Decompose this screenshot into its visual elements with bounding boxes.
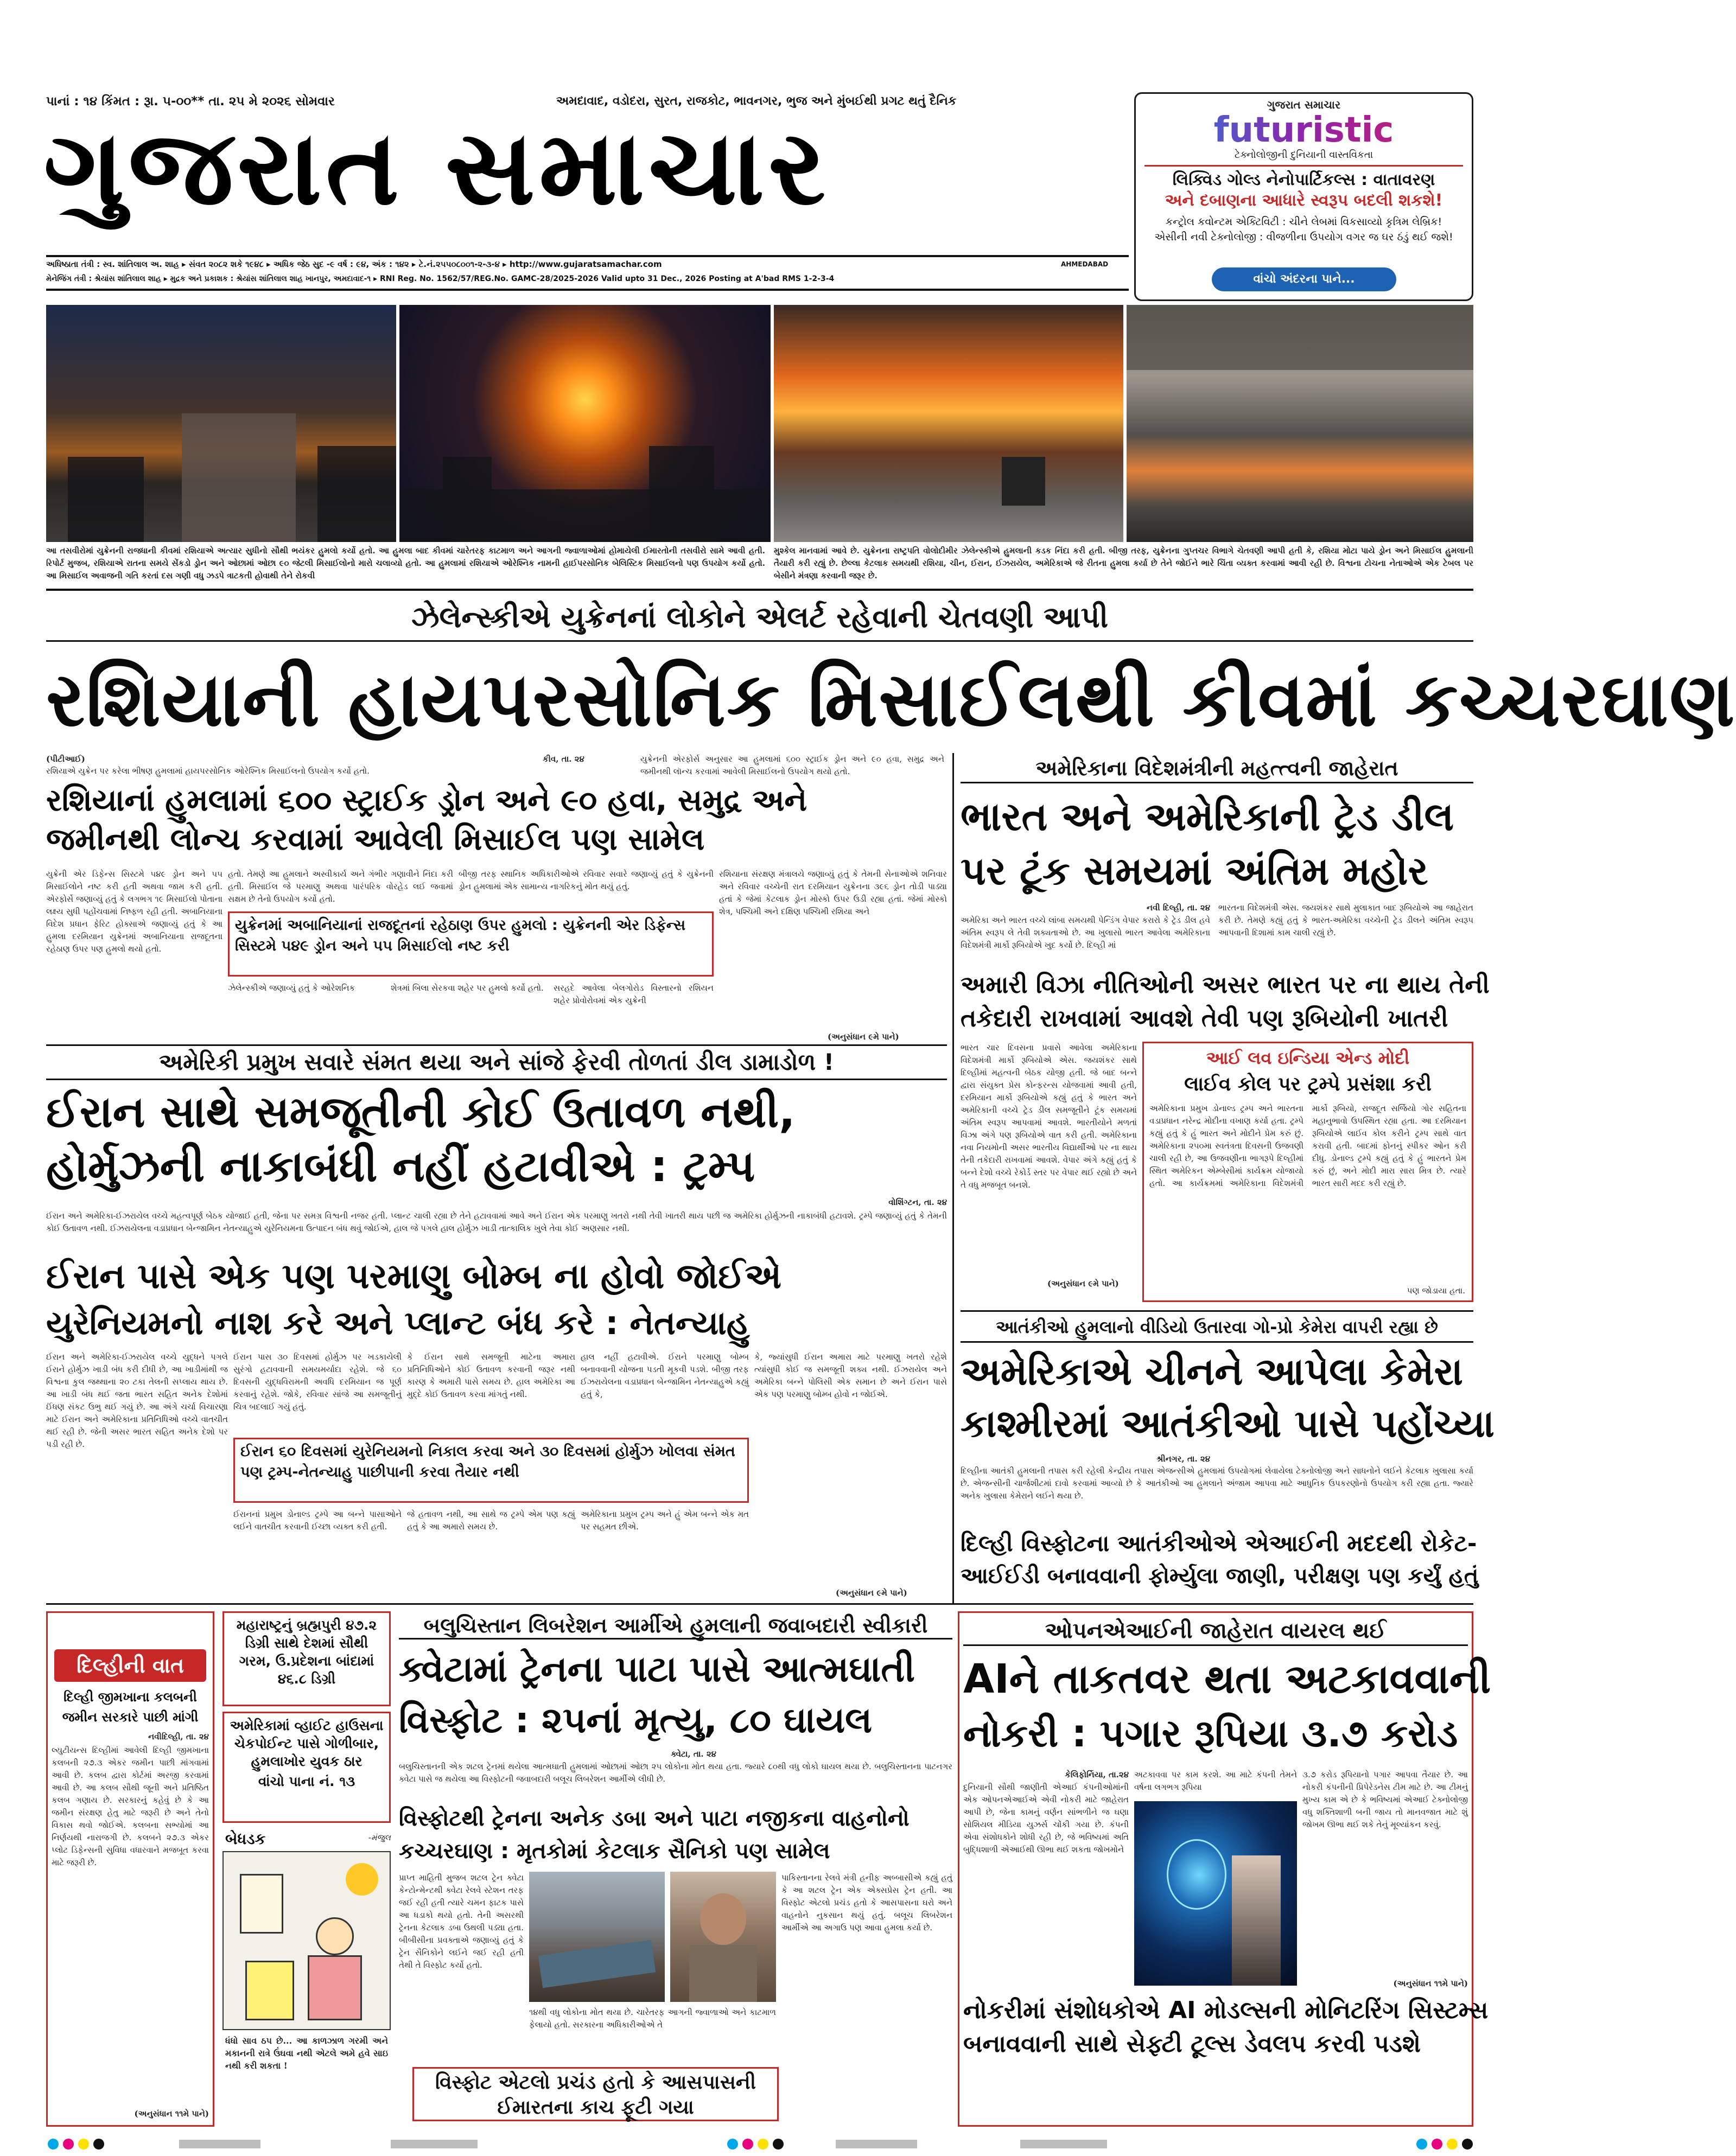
lead-body-bottom-3: સરહદે આવેલા બેલગોરોડ વિસ્તારનો રશિયન શહેર પ્રોવોરોવમાં એક યુક્રેની: [554, 983, 714, 1005]
print-bar: [179, 2140, 260, 2148]
iran-headline-1: ઈરાન સાથે સમજૂતીની કોઈ ઉતાવળ નથી,: [46, 1087, 796, 1137]
openai-body-right: ૩.૭ કરોડ રૂપિયાનો પગાર આપવા તૈયાર છે. આ નોકરી કંપનીની પ્રિપેરેડનેસ ટીમ માટે છે. આ ટીમનું મુખ્ય કામ એ છે કે ભવિષ્યમાં એઆઈ ટેક્નોલોજી વધુ શક્તિશાળી બની જાય તો માનવજાત માટે શું જોખમ ઊભા થઈ શકે તેનું મૂલ્યાંકન કરવું.: [1302, 1770, 1468, 1829]
registration-dot-black: [93, 2139, 104, 2149]
lead-subhead-1: રશિયાનાં હુમલામાં ૬૦૦ સ્ટ્રાઈક ડ્રોન અને ૯૦ હવા, સમુદ્ર અને: [46, 783, 807, 818]
india-us-body-col2: ભારતના વિદેશમંત્રી એસ. જયશંકર સાથે મુલાકાત બાદ રૂબિયોએ આ જાહેરાત કરી છે. તેમણે કહ્યું હતું કે ભારત-અમેરિકા વચ્ચેની ટ્રેડ ડીલને અંતિમ સ્વરૂપ આપવાની દિશામાં કામ ચાલી રહ્યું છે.: [1218, 903, 1473, 937]
ad-headline-2: અને દબાણના આધારે સ્વરૂપ બદલી શકશે!: [1165, 191, 1443, 210]
quetta-headline-1: ક્વેટામાં ટ્રેનના પાટા પાસે આત્મઘાતી: [399, 1648, 915, 1690]
modi-body: અમેરિકાના પ્રમુખ ડોનાલ્ડ ટ્રમ્પ અને ભારતના વડાપ્રધાન નરેન્દ્ર મોદીના વખાણ કર્યા હતા. ટ્રમ્પે કહ્યું હતું કે હું ભારત અને મોદીને પ્રેમ કરું છું. અમેરિકાના ૨૫૦મા સ્વતંત્રતા દિવસની ઉજવણી ચાલી રહી છે, આ ઉજવણીના ભાગરૂપે દિલ્હીમાં સ્થિત અમેરિકન એમ્બેસીમાં કાર્યક્રમ યોજાયો હતો. આ કાર્યક્રમમાં અમેરિકાના વિદેશમંત્રી માર્કો રૂબિયો, રાજદૂત સર્જિયો ગોર સહિતના મહાનુભાવો ઉપસ્થિત રહ્યા હતા. આ દરમિયાન રૂબિયોએ લાઈવ કોલ કરીને ટ્રમ્પ સાથે વાત કરાવી હતી. બાદમાં ફોનનું સ્પીકર ઓન કરી દીધુ. ડોનાલ્ડ ટ્રમ્પે કહ્યું હતું કે હું ભારતને પ્રેમ કરું છું, અને મોદી મારા સારા મિત્ર છે. ત્યારે ભારત સારી મદદ કરી રહ્યું છે.: [1149, 1103, 1466, 1188]
india-us-subhead-2: તકેદારી રાખવામાં આવશે તેવી પણ રૂબિયોની ખાતરી: [961, 1005, 1448, 1032]
ad-line-2: એસીની નવી ટેક્નોલોજી : વીજળીના ઉપયોગ વગર જ ઘર ઠંડું થઈ જશે!: [1154, 231, 1453, 243]
lead-body-bottom-1: ઝેલેન્સ્કીએ જણાવ્યું હતું કે ઓરેશનિક: [228, 983, 355, 993]
netanyahu-body-bottom-2: જે હતાવળ નથી, આ સાથે જ ટ્રમ્પે એમ પણ કહ્યું હતું કે આ અમારો સમય છે.: [407, 1509, 575, 1532]
print-bar: [836, 2140, 917, 2148]
netanyahu-body-col1: ઈરાન અને અમેરિકા-ઈઝરાયેલ વચ્ચે યુદ્ધને પગલે ઈરાને હોર્મુઝ ખાડી બંધ કરી દીધી છે, આ ખાડીમાંથી જ વિશ્વના કુલ જથ્થાના ૨૦ ટકા તેલની સપ્લાય થાય છે. આ ખાડી બંધ થઈ જતા ભારત સહિત અનેક દેશોમાં ઈંધણ સંકટ ઉભુ થઈ ગયું છે. આ અંગે ચર્ચા વિચારણા માટે ઈરાન અને અમેરિકાના પ્રતિનિધિઓ વચ્ચે વાતચીત થઈ રહી છે. જેની અસર ભારત સહિત અનેક દેશો પર પડી રહી છે.: [46, 1352, 228, 1449]
quetta-body-left: પ્રાપ્ત માહિતી મુજબ શટલ ટ્રેન ક્વેટા કેન્ટોન્મેન્ટથી ક્વેટા રેલવે સ્ટેશન તરફ જઈ રહી હતી ત્યારે ચમન ફાટક પાસે આ ધડાકો થયો હતો. તેની અસરથી ટ્રેનના કેટલાક ડબા ઉથલી પડ્યા હતા. બીબીસીના પ્રવક્તાએ જણાવ્યું હતું કે ટ્રેન સૈનિકોને લઈને જઈ રહી હતી તેથી તે વિસ્ફોટ કર્યો હતો.: [399, 1873, 524, 1970]
cartoon-illustration: [222, 1851, 391, 2030]
registration-dot-cyan: [1416, 2139, 1427, 2149]
print-bar: [1020, 2140, 1107, 2148]
iran-headline-2: હોર્મુઝની નાકાબંધી નહીં હટાવીએ : ટ્રમ્પ: [46, 1141, 755, 1191]
registration-dot-magenta: [63, 2139, 74, 2149]
photo-caption-left: આ તસવીરોમાં યુક્રેનની રાજધાની કીવમાં રશિયાએ અત્યાર સુધીનો સૌથી ભયંકર હુમલો કર્યો હતો. આ હુમલા બાદ કીવમાં ચારેતરફ કાટમાળ અને આગની જ્વાળાઓમાં હોમાયેલી ઈમારતોની તસવીરો સામે આવી હતી. રિપોર્ટ મુજબ, રશિયાએ રાતના સમયે સેંકડો ડ્રોન અને ઓછામાં ઓછા ૯૦ જેટલી મિસાઈલોનો મારો ચલાવ્યો હતો. આ હુમલામાં રશિયાએ ઓરેશ્નિક નામની હાઈપરસોનિક બેલિસ્ટિક મિસાઈલનો પણ ઉપયોગ કર્યો હતો. આ મિસાઈલ અવાજની ગતિ કરતાં દસ ગણી વધુ ઝડપે ત્રાટકતી હોવાથી તેને રોકવી: [46, 546, 765, 581]
quetta-kicker: બલુચિસ્તાન લિબરેશન આર્મીએ હુમલાની જવાબદારી સ્વીકારી: [399, 1611, 952, 1640]
netanyahu-continued: (અનુસંધાન ૯મે પાને): [836, 1588, 907, 1598]
quetta-headline-2: વિસ્ફોટ : ૨૫નાં મૃત્યુ, ૮૦ ઘાયલ: [399, 1699, 873, 1741]
registration-dot-black: [1462, 2139, 1473, 2149]
netanyahu-body-col4: હાલ નહીં હટાવીએ. ઈરાને પરમાણુ બોમ્બ બનાવવાની યોજના પડતી મૂકવી પડશે. બીજી તરફ ઈઝરાયેલના વડાપ્રધાન બેન્જામિન નેતન્યાહુએ કહ્યું હતું કે,: [581, 1352, 749, 1399]
lead-headline: રશિયાની હાયપરસોનિક મિસાઈલથી કીવમાં કચ્ચરઘાણ: [46, 656, 1736, 743]
china-cam-body: દિલ્હીના આતંકી હુમલાની તપાસ કરી રહેલી કેન્દ્રીય તપાસ એજન્સીએ હુમલામાં ઉપયોગમાં લેવાયેલા ટેક્નોલોજી અને સાધનોને લઈને કેટલાક ખુલાસા કર્યા છે. એજન્સીની ચાર્જશીટમાં દાવો કરવામાં આવ્યો છે કે આતંકીઓ આ હુમલાને અંજામ આપવા માટે આધુનિક ઉપકરણોનો ઉપયોગ કરી રહ્યા હતા. જ્યારે અનેક ખુલાસા કેમેરાને લઈને થયા છે.: [961, 1466, 1473, 1501]
quetta-body-mid: ૧૪થી વધુ લોકોના મોત થયા છે. ચારેતરફ આગની જ્વાળાઓ અને કાટમાળ ફેલાયો હતો. સરકારના અધિકારીઓએ તે: [529, 2007, 776, 2030]
iran-dateline: વોશિંગ્ટન, તા. ૨૪: [888, 1197, 947, 1207]
ad-line-1: કન્ટ્રોલ કવોન્ટમ એક્ટિવિટી : ચીને લેબમાં વિકસાવ્યો કૃત્રિમ લેબ્રિક!: [1165, 216, 1442, 228]
print-bar: [391, 2140, 478, 2148]
china-cam-subhead-2: આઈઈડી બનાવવાની ફોર્મ્યુલા જાણી, પરીક્ષણ પણ કર્યું હતું: [961, 1564, 1479, 1589]
cartoon-title: બેધડક: [225, 1830, 266, 1848]
china-cam-subhead-1: દિલ્હી વિસ્ફોટના આતંકીઓએ એઆઈની મદદથી રોકેટ-: [961, 1530, 1477, 1557]
openai-headline-2: નોકરી : પગાર રૂપિયા ૩.૭ કરોડ: [963, 1711, 1458, 1756]
india-us-subhead-1: અમારી વિઝા નીતિઓની અસર ભારત પર ના થાય તેની: [961, 971, 1490, 999]
registration-dot-magenta: [742, 2139, 753, 2149]
photo-quetta-injured-man: [670, 1872, 776, 2002]
delhi-body: લ્યુટીયન્સ દિલ્હીમાં આવેલી દિલ્હી જીમખાના કલબની ૨૭.૩ એકર જમીન પાછી માંગવામાં આવી છે. કલબ દ્વારા કોર્ટમાં અરજી કરવામાં આવી છે. આ કલબ સૌથી જૂની અને પ્રતિષ્ઠિત કલબ ગણાય છે. સરકારનું કહેવું છે કે આ જમીન સંરક્ષણ હેતુ માટે જરૂરી છે અને તેનો વિકાસ થવો જોઈએ. કલબના સભ્યોમાં આ નિર્ણયથી નારાજગી છે. કલબને ૨૭.૩ એકર પ્લોટ ડિફેન્સની સુવિધા વધારવાને મજબૂત કરવા માટે જરૂરી છે.: [52, 1745, 209, 1867]
lead-body-bottom-2: શેત્રમાં બિલા સેરકવા શહેર પર હુમલો કર્યો હતો.: [391, 983, 544, 993]
lead-subhead-2: જમીનથી લોન્ચ કરવામાં આવેલી મિસાઈલ પણ સામેલ: [46, 822, 705, 857]
openai-body-mid: અટકાવવા પર કામ કરશે. આ માટે કંપની તેમને વર્ષના લગભગ રૂપિયા: [1134, 1770, 1297, 1792]
iran-kicker: અમેરિકી પ્રમુખ સવારે સંમત થયા અને સાંજે ફેરવી તોળતાં ડીલ ડામાડોળ !: [46, 1044, 947, 1080]
delhi-dateline: નવીદિલ્હી, તા. ૨૪: [148, 1732, 209, 1742]
lead-intro: રશિયાએ યુક્રેન પર કરેલા ભીષણ હુમલામાં હાયપરસોનિક ઓરેશ્નિક મિસાઈલનો ઉપયોગ કર્યો હતો.: [46, 766, 370, 776]
photo-kyiv-collapsed-building: [1127, 305, 1473, 542]
whitehouse-text: અમેરિકામાં વ્હાઈટ હાઉસના ચેકપોઈન્ટ પાસે ગોળીબાર, હુમલાખોર યુવક ઠાર: [230, 1718, 384, 1769]
india-us-continued: (અનુસંધાન ૯મે પાને): [1047, 1279, 1119, 1289]
cities-line: અમદાવાદ, વડોદરા, સુરત, રાજકોટ, ભાવનગર, ભુજ અને મુંબઈથી પ્રગટ થતું દૈનિક: [556, 94, 957, 108]
quetta-subhead-1: વિસ્ફોટથી ટ્રેનના અનેક ડબા અને પાટા નજીકના વાહનોનો: [399, 1806, 910, 1831]
netanyahu-boxed-highlight: ઈરાન ૬૦ દિવસમાં યુરેનિયમનો નિકાલ કરવા અને ૩૦ દિવસમાં હોર્મુઝ ખોલવા સંમત પણ ટ્રમ્પ-નેતન્યાહુ પાછીપાની કરવા તૈયાર નથી: [233, 1438, 749, 1503]
registration-dot-yellow: [1447, 2139, 1458, 2149]
delhi-continued: (અનુસંધાન ૧૧મે પાને): [134, 2109, 209, 2119]
netanyahu-headline-2: યુરેનિયમનો નાશ કરે અને પ્લાન્ટ બંધ કરે : નેતન્યાહુ: [46, 1304, 750, 1342]
modi-continued: પણ જોડાયા હતા.: [1407, 1286, 1465, 1296]
registration-dot-cyan: [48, 2139, 59, 2149]
photo-ai-robot: [1134, 1801, 1297, 1986]
photo-kyiv-explosion: [399, 305, 771, 542]
lead-body-mid: હતો. તેમણે આ હુમલાને અસ્વીકાર્ય અને ગંભીર ગણાવીને નિંદા કરી હતી. મિસાઈલ જે પરમાણુ અથવા પારંપરિક વોરહેડ લઈ જવામાં સક્ષમ છે તેનો ઉપયોગ કર્યો હતો.: [228, 869, 453, 904]
meta-line-2: મેનેજિંગ તંત્રી : શ્રેયાંસ શાંતિલાલ શાહ ▸ મુદ્રક અને પ્રકાશક : શ્રેયાંસ શાંતિલાલ શાહ ખાનપુર, અમદાવાદ-૧ ▸ RNI Reg. No. 1562/57/REG.No. GAMC-28/2025-2026 Valid upto 31 Dec., 2026 Posting at A'bad RMS 1-2-3-4: [46, 275, 835, 283]
registration-dot-magenta: [1432, 2139, 1442, 2149]
photo-kyiv-fire-street: [774, 305, 1123, 542]
delhi-headline: દિલ્હી જીમખાના કલબની જમીન સરકારે પાછી માંગી: [62, 1689, 199, 1725]
photo-kyiv-smoke: [46, 305, 396, 542]
modi-headline: લાઈવ કોલ પર ટ્રમ્પે પ્રસંશા કરી: [1184, 1073, 1432, 1095]
lead-body-left: યુક્રેની એર ડિફેન્સ સિસ્ટમે ૫૪૯ ડ્રોન અને ૫૫ મિસાઈલોને નષ્ટ કરી હતી અથવા જામ કરી હતી. એરફોર્સે જણાવ્યું હતું કે લગભગ ૧૯ મિસાઈલો પોતાના લક્ષ્ય સુધી પહોંચવામાં નિષ્ફળ રહી હતી. અબાનિયાના વિદેશ પ્રધાન ફેરિટ હોક્સાએ જણાવ્યું હતું કે આ હુમલા દરમિયાન યુક્રેનમાં અબાનિયાના રાજદૂતના રહેઠાણ ઉપર પણ હુમલો થયો હતો.: [46, 869, 222, 954]
whitehouse-continued: વાંચો પાના નં. ૧૩: [258, 1774, 355, 1789]
openai-subhead-1: નોકરીમાં સંશોધકોએ AI મોડલ્સની મોનિટરિંગ સિસ્ટમ્સ: [963, 1996, 1489, 2024]
netanyahu-body-bottom-3: અમેરિકાના પ્રમુખ ટ્રમ્પ અને હું એમ બન્ને એક મત પર સહમત છીએ.: [581, 1509, 749, 1532]
quetta-body: બલુચિસ્તાનની એક શટલ ટ્રેનમાં થયેલા આત્મઘાતી હુમલામાં ઓછામાં ઓછા ૨૫ લોકોના મોત થયા હતા. જ્યારે ૮૦થી વધુ લોકો ઘાયલ થયા છે. બલુચિસ્તાનના પાટનગર ક્વેટા પાસે જ થયેલા આ વિસ્ફોટની જવાબદારી બલૂચ લિબરેશન આર્મીએ લીધી છે.: [399, 1762, 952, 1784]
lead-agency: (પીટીઆઈ): [46, 754, 85, 764]
meta-line-1: અધિષ્ઠાતા તંત્રી : સ્વ. શાંતિલાલ અ. શાહ ▸ સંવત ૨૦૮૨ શકે ૧૯૪૮ ▸ અધિક જેઠ સુદ -૯ વર્ષ : ૯૪, અંક : ૧૪૨ ▸ ટે.નં.૨૫૫૦૮૦૦૧-૨-૩-૪ ▸ http://www.gujaratsamachar.com: [46, 259, 662, 269]
whitehouse-box: [222, 1712, 391, 1823]
photo-caption-right: મુશ્કેલ માનવામાં આવે છે. યુક્રેનના રાષ્ટ્રપતિ વોલોદીમીર ઝેલેન્સ્કીએ હુમલાની કડક નિંદા કરી હતી. બીજી તરફ, યુક્રેનના ગુપ્તચર વિભાગે ચેતવણી આપી હતી કે, રશિયા મોટા પાયે ડ્રોન અને મિસાઈલ હુમલાની તૈયારી કરી રહ્યું છે. છેલ્લા કેટલાક સમયથી રશિયા, ચીન, ઈરાન, ઈઝરાયેલ, અમેરિકાએ જે રીતના હુમલા કર્યા છે તેને જોઈને ભારે ચિંતા વ્યક્ત કરવામાં આવી રહી છે. વિશ્વના ટોચના નેતાઓએ એક ટેબલ પર બેસીને મંત્રણા કરવાની જરૂર છે.: [774, 546, 1473, 581]
modi-kicker: આઈ લવ ઇન્ડિયા એન્ડ મોદી: [1206, 1048, 1410, 1068]
newspaper-logo: ગુજરાત સમાચાર: [43, 108, 829, 228]
netanyahu-body-col5: કે, જ્યાંસુધી ઈરાન અમારા માટે પરમાણુ ખતરો રહેશે ત્યાંસુધી કોઈ જ સમજૂતી શક્ય નથી. ઈઝરાયેલ અને અમેરિકા બન્ને પોલિસી એક સમાન છે અને ઈરાન પાસે એક પણ પરમાણુ બોમ્બ હોવો ન જોઈએ.: [754, 1352, 947, 1399]
registration-dot-cyan: [727, 2139, 738, 2149]
lead-intro-2: યુક્રેનની એરફોર્સ અનુસાર આ હુમલામાં ૬૦૦ સ્ટ્રાઈક ડ્રોન અને ૯૦ હવા, સમુદ્ર અને જમીનથી લૉન્ચ કરવામાં આવેલી મિસાઈલનો ઉપયોગ થયો હતો.: [640, 754, 944, 776]
india-us-headline-2: પર ટૂંક સમયમાં અંતિમ મહોર: [961, 848, 1428, 894]
india-us-body-left: ભારત ચાર દિવસના પ્રવાસે આવેલા અમેરિકાના વિદેશમંત્રી માર્કો રૂબિયોએ એસ. જયશંકર સાથે દિલ્હીમાં મહત્વની બેઠક યોજી હતી. જે બાદ બન્ને દ્વારા સંયુક્ત પ્રેસ કોન્ફરન્સ યોજવામાં આવી હતી, દરમિયાન માર્કો રૂબિયોએ કહ્યું હતું કે ભારત અને અમેરિકાની વચ્ચે ટ્રેડ ડીલ સમજૂતીને ટૂંક સમયમાં અંતિમ સ્વરૂપ આપવામાં આવશે. ભારતીયોને મળતાં વિઝા અંગે પણ રૂબિયોએ વાત કરી હતી. અમેરિકાના નવા નિયમોની અસર ભારતીય વિદ્યાર્થીઓ પર ના થાય તેની તકેદારી રાખવામાં આવશે. વેપાર અંગે કહ્યું હતું કે બન્ને દેશો વચ્ચે રેકોર્ડ સ્તર પર વેપાર થઈ રહ્યો છે અને તે વધુ મજબૂત બનશે.: [961, 1043, 1137, 1190]
india-us-headline-1: ભારત અને અમેરિકાની ટ્રેડ ડીલ: [961, 794, 1454, 839]
ad-brand: futuristic: [1136, 111, 1472, 149]
registration-dot-black: [773, 2139, 784, 2149]
quetta-highlight-box: વિસ્ફોટ એટલો પ્રચંડ હતો કે આસપાસની ઈમારતના કાચ ફૂટી ગયા: [412, 2067, 779, 2121]
cartoon-caption: ધંધો સાવ ઠપ છે... આ કાળઝાળ ગરમી અને મકાનની રાત્રે ઉંઘવા નથી એટલે અમે હવે સાઇ નથી કરી શકતા !: [225, 2036, 388, 2071]
ad-tagline: ટેક્નોલોજીની દુનિયાની વાસ્તવિકતા: [1234, 149, 1373, 161]
delhi-ni-vaat-title: દિલ્હીની વાત: [54, 1649, 206, 1682]
quetta-dateline: ક્વેટા, તા. ૨૪: [671, 1749, 716, 1759]
openai-body: દુનિયાની સૌથી જાણીતી એઆઈ કંપનીઓમાંની એક ઓપનએઆઈએ એવી નોકરી માટે જાહેરાત આપી છે, જેના કામનું વર્ણન સાંભળીને જ ઘણા સોશિયલ મીડિયા યુઝર્સ ચોંકી ગયા છે. કંપની એવા સંશોધકોને શોધી રહી છે, જે ભવિષ્યમાં અતિ બુદ્ધિશાળી એઆઈથી ઊભા થઈ શકતા જોખમોને: [963, 1782, 1129, 1854]
lead-kicker: ઝેલેન્સ્કીએ યુક્રેનનાં લોકોને એલર્ટ રહેવાની ચેતવણી આપી: [411, 600, 1109, 634]
india-us-body-col1: અમેરિકા અને ભારત વચ્ચે લાંબા સમયથી પેન્ડિંગ વેપાર કરારો કે ટ્રેડ ડીલ હવે અંતિમ સ્વરૂપ લે તેવી શક્યતાઓ છે. આ ખુલાસો ભારત આવેલા અમેરિકાના વિદેશમંત્રી માર્કો રૂબિયોએ ખુદ કર્યો છે. દિલ્હી માં: [961, 915, 1210, 950]
lead-body-right: રશિયાના સંરક્ષણ મંત્રાલયે જણાવ્યું હતું કે તેમની સેનાઓએ શનિવાર અને રવિવાર વચ્ચેની રાત દરમિયાન યુક્રેનના ૩૯૬ ડ્રોન તોડી પાડ્યા હતાં કે જેમાં કેટલાક ડ્રોન મોસ્કો ઉપર ઉડી રહ્યા હતાં. જેમાં મોસ્કો શેત્ર, પશ્ચિમી અને દક્ષિણ પશ્ચિમી રશિયા અને: [719, 869, 947, 916]
india-us-kicker: અમેરિકાના વિદેશમંત્રીની મહત્ત્વની જાહેરાત: [961, 753, 1473, 783]
openai-continued: (અનુસંધાન ૧૧મે પાને): [1393, 1979, 1468, 1988]
iran-body: ઈરાન અને અમેરિકા-ઈઝરાયેલ વચ્ચે મહત્વપૂર્ણ બેઠક યોજાઈ હતી, જેના પર સમગ્ર વિશ્વની નજર હતી. પ્લાન્ટ ચાલી રહ્યા છે તેને હટાવવામાં આવે અને ઈરાન એક પરમાણુ ખતરો નથી તેવી ખાતરી થાય પછી જ અમેરિકા હોર્મુઝની નાકાબંધી હટાવશે. ટ્રમ્પે જણાવ્યું હતું કે તેમની કોઈ ઉતાવળ નથી. ઈઝરાયેલના વડાપ્રધાન બેન્જામિન નેતન્યાહુએ યુરેનિયમના ઉત્પાદન બંધ થવું જોઈએ, હાલ જે પગલે હાલ હોર્મુઝ ખાડી તાત્કાલિક ખુલે તેવા કોઈ અણસાર નથી.: [46, 1211, 947, 1233]
lead-body-mid-2: બીજી તરફ સ્થાનિક અધિકારીઓએ રવિવાર સવારે જણાવ્યું હતું કે યુક્રેનની ડ્રોન હુમલામાં એક સામાન્ય નાગરિકનું મોત થયું હતું.: [459, 869, 714, 891]
netanyahu-body-bottom-1: ઈરાનનાં પ્રમુખ ડોનાલ્ડ ટ્રમ્પે આ બન્ને પાસાઓને લઈને વાતચીત કરવાની ઈચ્છા વ્યક્ત કરી હતી.: [233, 1509, 402, 1532]
openai-kicker: ઓપનએઆઈની જાહેરાત વાયરલ થઈ: [963, 1616, 1468, 1646]
china-cam-kicker: આતંકીઓ હુમલાનો વીડિયો ઉતારવા ગો-પ્રો કેમેરા વાપરી રહ્યા છે: [996, 1317, 1438, 1337]
photo-quetta-train-wreck: [529, 1872, 665, 2002]
openai-subhead-2: બનાવવાની સાથે સેફ્ટી ટૂલ્સ ડેવલપ કરવી પડશે: [963, 2030, 1421, 2058]
meta-city: AHMEDABAD: [1061, 260, 1109, 268]
lead-continued: (અનુસંધાન ૯મે પાને): [828, 1032, 899, 1042]
netanyahu-headline-1: ઈરાન પાસે એક પણ પરમાણુ બોમ્બ ના હોવો જોઈએ: [46, 1256, 782, 1297]
netanyahu-body-col2: ઈરાન પાસ ૩૦ દિવસમાં હોર્મુઝ પર ખડકાયેલી સુરંગો હટાવવાની સમયમર્યાદા રહેશે. જે ૬૦ દિવસની યુદ્ધવિરામની અવધિ દરમિયાન જ પૂર્ણ કરવાનું રહેશે. જોકે, રવિવાર સાંજે આ સમજૂતીનું ચિત્ર બદલાઈ ગયું હતું.: [233, 1352, 402, 1412]
ad-headline-1: લિક્વિડ ગોલ્ડ નેનોપાર્ટિકલ્સ : વાતાવરણ: [1172, 170, 1435, 189]
china-cam-headline-1: અમેરિકાએ ચીનને આપેલા કેમેરા: [961, 1349, 1463, 1394]
quetta-body-right: પાકિસ્તાનના રેલવે મંત્રી હનીફ અબ્બાસીએ કહ્યું હતું કે આ શટલ ટ્રેન એક એક્સપ્રેસ ટ્રેન હતી. આ વિસ્ફોટ એટલો પ્રચંડ હતો કે આસપાસના ઘરો અને વાહનોને નુકસાન થયું હતું. બલૂચ લિબરેશન આર્મીએ આ અગાઉ પણ આવા હુમલા કર્યા છે.: [781, 1873, 952, 1932]
china-cam-dateline: શ્રીનગર, તા. ૨૪: [1156, 1454, 1210, 1464]
quetta-subhead-2: કચ્ચરઘાણ : મૃતકોમાં કેટલાક સૈનિકો પણ સામેલ: [399, 1839, 830, 1864]
weather-box: [222, 1611, 391, 1706]
netanyahu-body-col3: કે ઈરાન સાથે સમજૂતી માટેના અમારા પ્રતિનિધિઓને કોઈ ઉતાવળ કરવાની જરૂર નથી કારણ કે અમારી પાસે સમય છે. હાલ અમેરિકા આ મુદ્દે કોઈ ઉતાવળ કરવા માંગતું નથી.: [407, 1352, 575, 1399]
india-us-dateline: નવી દિલ્હી, તા. ૨૪: [1146, 903, 1210, 913]
weather-text: મહારાષ્ટ્રનું બ્રહ્મપુરી ૪૭.૨ ડિગ્રી સાથે દેશમાં સૌથી ગરમ, ઉ.પ્રદેશના બાંદામાં ૪૬.૮ ડિગ્રી: [236, 1617, 377, 1687]
cartoon-artist: -મંજુલ: [368, 1833, 391, 1842]
registration-dot-yellow: [78, 2139, 89, 2149]
openai-dateline: કેલિફોર્નિયા, તા.૨૪: [1065, 1770, 1129, 1779]
futuristic-ad[interactable]: [1134, 92, 1473, 301]
china-cam-headline-2: કાશ્મીરમાં આતંકીઓ પાસે પહોંચ્યા: [961, 1401, 1495, 1446]
edition-line: પાનાં : ૧૪ કિંમત : રૂા. ૫-૦૦** તા. ૨૫ મે ૨૦૨૬ સોમવાર: [46, 94, 335, 109]
ad-small-logo: ગુજરાત સમાચાર: [1267, 98, 1341, 111]
ad-read-more-button[interactable]: વાંચો અંદરના પાને...: [1212, 267, 1396, 291]
openai-headline-1: AIને તાકતવર થતા અટકાવવાની: [963, 1656, 1491, 1702]
registration-dot-yellow: [758, 2139, 768, 2149]
lead-dateline: કીવ, તા. ૨૪: [543, 754, 584, 764]
lead-boxed-highlight: યુક્રેનમાં અબાનિયાનાં રાજદૂતનાં રહેઠાણ ઉપર હુમલો : યુક્રેનની એર ડિફેન્સ સિસ્ટમે ૫૪૯ ડ્રોન અને ૫૫ મિસાઈલો નષ્ટ કરી: [228, 911, 714, 977]
